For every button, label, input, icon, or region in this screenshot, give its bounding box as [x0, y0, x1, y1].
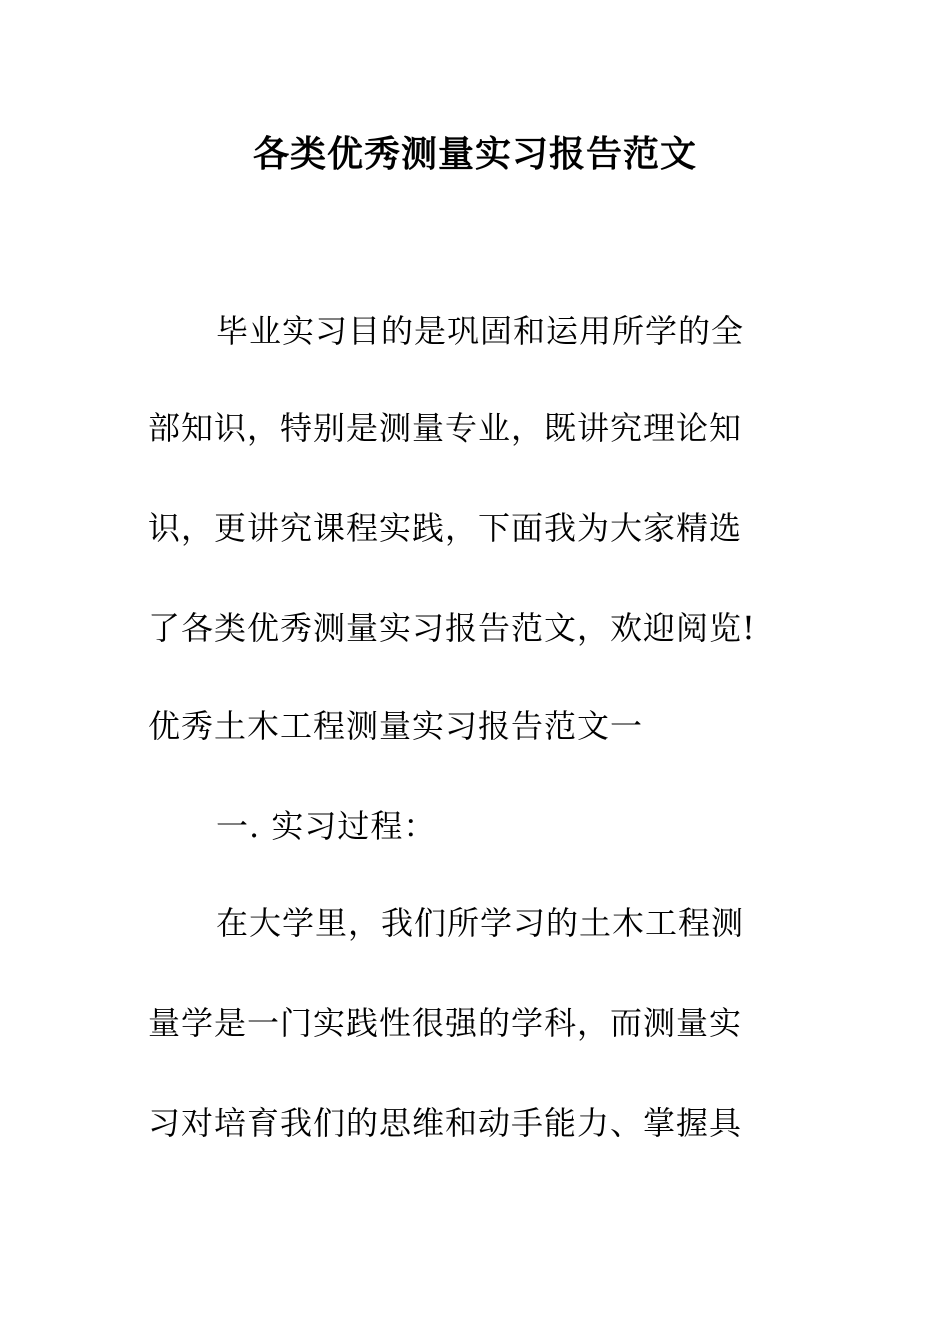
paragraph-line: 量学是一门实践性很强的学科，而测量实	[148, 1004, 743, 1042]
paragraph-line: 识，更讲究课程实践，下面我为大家精选	[148, 509, 743, 547]
paragraph-line: 习对培育我们的思维和动手能力、掌握具	[148, 1104, 743, 1142]
subsection-heading: 一. 实习过程：	[216, 807, 437, 845]
paragraph-line: 在大学里，我们所学习的土木工程测	[216, 904, 745, 942]
paragraph-line: 部知识，特别是测量专业，既讲究理论知	[148, 409, 743, 447]
paragraph-line: 了各类优秀测量实习报告范文，欢迎阅览!	[148, 609, 756, 647]
section-heading: 优秀土木工程测量实习报告范文一	[148, 707, 644, 745]
paragraph-line: 毕业实习目的是巩固和运用所学的全	[216, 312, 745, 350]
document-title: 各类优秀测量实习报告范文	[252, 133, 697, 175]
